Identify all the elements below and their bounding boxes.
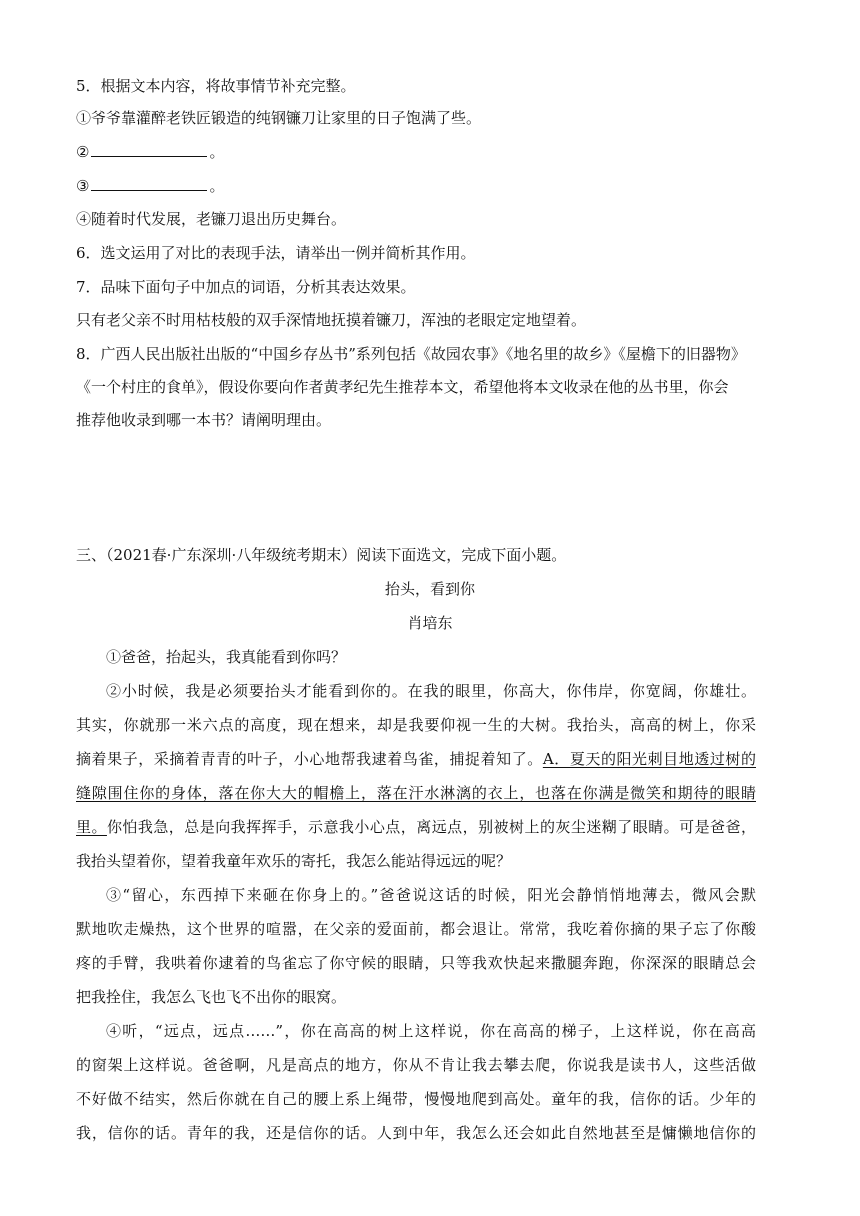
paragraph-3-line: 疼的手臂，我哄着你逮着的鸟雀忘了你守候的眼睛，只等我欢快起来撒腿奔跑，你深深的眼睛总会 <box>76 954 756 972</box>
answer-blank[interactable] <box>91 142 207 157</box>
question-7-sentence: 只有老父亲不时用枯枝般的双手深情地抚摸着镰刀，浑浊的老眼定定地望着。 <box>76 311 587 329</box>
plot-item-4: ④随着时代发展，老镰刀退出历史舞台。 <box>76 210 347 228</box>
article-body <box>76 640 756 1184</box>
paragraph-2-line: 摘着果子，采摘着青青的叶子，小心地帮我逮着鸟雀，捕捉着知了。A．夏天的阳光刺目地透过树的 <box>76 750 756 768</box>
paragraph-4-line: 的窗架上这样说。爸爸啊，凡是高点的地方，你从不肯让我去攀去爬，你说我是读书人，这些活做 <box>76 1056 756 1074</box>
paragraph-4-line <box>76 1150 756 1184</box>
question-7: 7．品味下面句子中加点的词语，分析其表达效果。 <box>76 278 416 296</box>
underlined-sentence-a: A．夏天的阳光刺目地透过树的 <box>542 750 756 768</box>
underlined-sentence-a-end: 里。 <box>76 818 107 836</box>
paragraph-2-line: 其实，你就那一米六点的高度，现在想来，却是我要仰视一生的大树。我抬头，高高的树上，你采 <box>76 716 756 734</box>
paragraph-1-line: ①爸爸，抬起头，我真能看到你吗？ <box>106 648 347 666</box>
plot-item-2-label: ② <box>76 143 90 161</box>
plot-item-1: ①爷爷靠灌醉老铁匠锻造的纯钢镰刀让家里的日子饱满了些。 <box>76 109 482 127</box>
article-author: 肖培东 <box>407 614 453 632</box>
plot-item-3-label: ③ <box>76 177 90 195</box>
question-5: 5．根据文本内容，将故事情节补充完整。 <box>76 77 356 95</box>
paragraph-4-line: 不好做不结实，然后你就在自己的腰上系上绳带，慢慢地爬到高处。童年的我，信你的话。少年的 <box>76 1090 756 1108</box>
paragraph-2-line: 我抬头望着你，望着我童年欢乐的寄托，我怎么能站得远远的呢？ <box>76 852 512 870</box>
underlined-sentence-a-cont: 缝隙围住你的身体，落在你大大的帽檐上，落在汗水淋漓的衣上，也落在你满是微笑和期待的眼睛 <box>76 784 756 802</box>
question-8-line-3: 推荐他收录到哪一本书？请阐明理由。 <box>76 411 332 429</box>
question-8-line-2: 《一个村庄的食单》，假设你要向作者黄孝纪先生推荐本文，希望他将本文收录在他的丛书里，你会 <box>76 378 729 396</box>
plot-item-3: ③ 。 <box>76 177 225 195</box>
paragraph-3-line: ③“留心，东西掉下来砸在你身上的。”爸爸说这话的时候，阳光会静悄悄地薄去，微风会默 <box>106 886 756 904</box>
answer-blank[interactable] <box>91 176 207 191</box>
paragraph-4-line: ④听，“远点，远点……”，你在高高的树上这样说，你在高高的梯子，上这样说，你在高高 <box>106 1022 756 1040</box>
paragraph-2-line: 里。你怕我急，总是向我挥挥手，示意我小心点，离远点，别被树上的灰尘迷糊了眼睛。可是爸爸， <box>76 818 756 836</box>
paragraph-2-line: ②小时候，我是必须要抬头才能看到你的。在我的眼里，你高大，你伟岸，你宽阔，你雄壮。 <box>106 682 756 700</box>
paragraph-3-line: 把我拴住，我怎么飞也飞不出你的眼窝。 <box>76 988 347 1006</box>
section-3-header: 三、（2021春·广东深圳·八年级统考期末）阅读下面选文，完成下面小题。 <box>76 546 567 564</box>
article-title: 抬头，看到你 <box>384 580 475 598</box>
question-6: 6．选文运用了对比的表现手法，请举出一例并简析其作用。 <box>76 244 476 262</box>
plot-item-2: ② 。 <box>76 143 225 161</box>
paragraph-4-line: 我，信你的话。青年的我，还是信你的话。人到中年，我怎么还会如此自然地甚至是慵懒地信你的 <box>76 1124 756 1142</box>
question-8-line-1: 8．广西人民出版社出版的“中国乡存丛书”系列包括《故园农事》《地名里的故乡》《屋檐下的旧器物》 <box>76 345 746 363</box>
paragraph-3-line: 默地吹走燥热，这个世界的喧嚣，在父亲的爱面前，都会退让。常常，我吃着你摘的果子忘了你酸 <box>76 920 756 938</box>
